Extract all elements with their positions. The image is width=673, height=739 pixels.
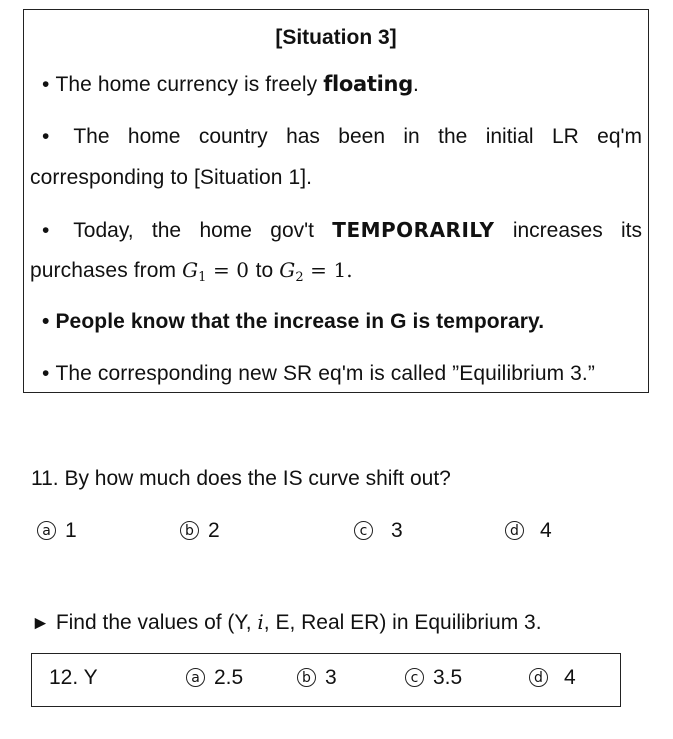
word: home — [199, 219, 252, 242]
find-text-after: , E, Real ER) in Equilibrium 3. — [263, 611, 542, 634]
find-text-before: Find the values of (Y, — [55, 611, 258, 634]
bullet-floating — [42, 72, 419, 97]
word: been — [338, 125, 386, 148]
word: increases — [512, 219, 603, 242]
g1-expression — [182, 258, 256, 285]
temporarily-emphasis: TEMPORARILY — [332, 218, 495, 242]
option-mark-b: b — [180, 521, 199, 540]
option-value: 1 — [65, 519, 77, 542]
option-value: 2 — [208, 519, 220, 542]
bullet-dot: • — [42, 362, 50, 385]
word: eq'm — [597, 125, 643, 148]
question-11: 11. By how much does the IS curve shift out? — [31, 467, 451, 490]
bullet-people-know-text: People know that the increase in G is temporary. — [55, 310, 545, 333]
word: has — [286, 125, 320, 148]
q11-option-c[interactable] — [354, 519, 403, 543]
bullet-dot: • — [42, 73, 50, 96]
to-text: to — [255, 259, 274, 282]
option-value: 3 — [391, 519, 403, 542]
g1-subscript: 1 — [198, 270, 207, 285]
g1-symbol: G — [182, 258, 199, 282]
option-mark-a: a — [37, 521, 56, 540]
q12-option-c[interactable] — [405, 666, 462, 690]
q11-option-d[interactable] — [505, 519, 552, 543]
option-mark-c: c — [354, 521, 373, 540]
g2-equals: = 1. — [303, 258, 353, 282]
purchases-text: purchases from — [30, 259, 177, 282]
g2-subscript: 2 — [295, 270, 304, 285]
option-value: 3.5 — [433, 666, 463, 689]
q12-option-b[interactable] — [297, 666, 337, 690]
option-value: 4 — [540, 519, 552, 542]
q12-option-a[interactable] — [186, 666, 243, 690]
word: gov't — [270, 219, 314, 242]
interest-rate-symbol: i — [257, 610, 264, 634]
bullet-initial-eqm-line2: corresponding to [Situation 1]. — [30, 166, 313, 189]
option-mark-a: a — [186, 668, 205, 687]
bullet-equilibrium-3 — [42, 362, 595, 386]
word: initial — [485, 125, 534, 148]
bullet-dot: • — [42, 310, 50, 333]
bullet-floating-period: . — [412, 73, 419, 96]
option-mark-d: d — [529, 668, 548, 687]
word: home — [127, 125, 181, 148]
option-value: 3 — [325, 666, 337, 689]
bullet-floating-text: The home currency is freely — [55, 73, 324, 96]
g1-equals: = 0 — [206, 258, 256, 282]
option-mark-c: c — [405, 668, 424, 687]
bullet-people-know — [42, 310, 544, 334]
word: the — [151, 219, 182, 242]
word: LR — [551, 125, 579, 148]
option-value: 4 — [564, 666, 576, 689]
bullet-dot: • — [42, 219, 50, 242]
floating-emphasis: floating — [323, 72, 413, 96]
word: its — [621, 219, 643, 242]
option-mark-d: d — [505, 521, 524, 540]
word: The — [73, 125, 110, 148]
q11-option-a[interactable] — [37, 519, 77, 543]
word: Today, — [73, 219, 134, 242]
bullet-dot: • — [42, 125, 50, 148]
find-values-instruction — [31, 610, 542, 635]
bullet-equilibrium-3-text: The corresponding new SR eq'm is called ”Equilibrium 3.” — [55, 362, 595, 385]
situation-title: [Situation 3] — [275, 26, 397, 49]
question-12-label: 12. Y — [49, 666, 98, 689]
g2-symbol: G — [279, 258, 296, 282]
question-12-box — [31, 653, 621, 707]
word: the — [438, 125, 468, 148]
bullet-initial-eqm-line1 — [42, 125, 642, 149]
word: in — [403, 125, 420, 148]
situation-box — [23, 9, 649, 393]
g2-expression — [279, 258, 353, 285]
option-mark-b: b — [297, 668, 316, 687]
option-value: 2.5 — [214, 666, 244, 689]
bullet-temporarily-line1 — [42, 218, 642, 243]
q11-option-b[interactable] — [180, 519, 220, 543]
q12-option-d[interactable] — [529, 666, 576, 690]
bullet-temporarily-line2 — [30, 258, 353, 285]
word: country — [198, 125, 268, 148]
triangle-marker-icon: ► — [31, 613, 50, 634]
